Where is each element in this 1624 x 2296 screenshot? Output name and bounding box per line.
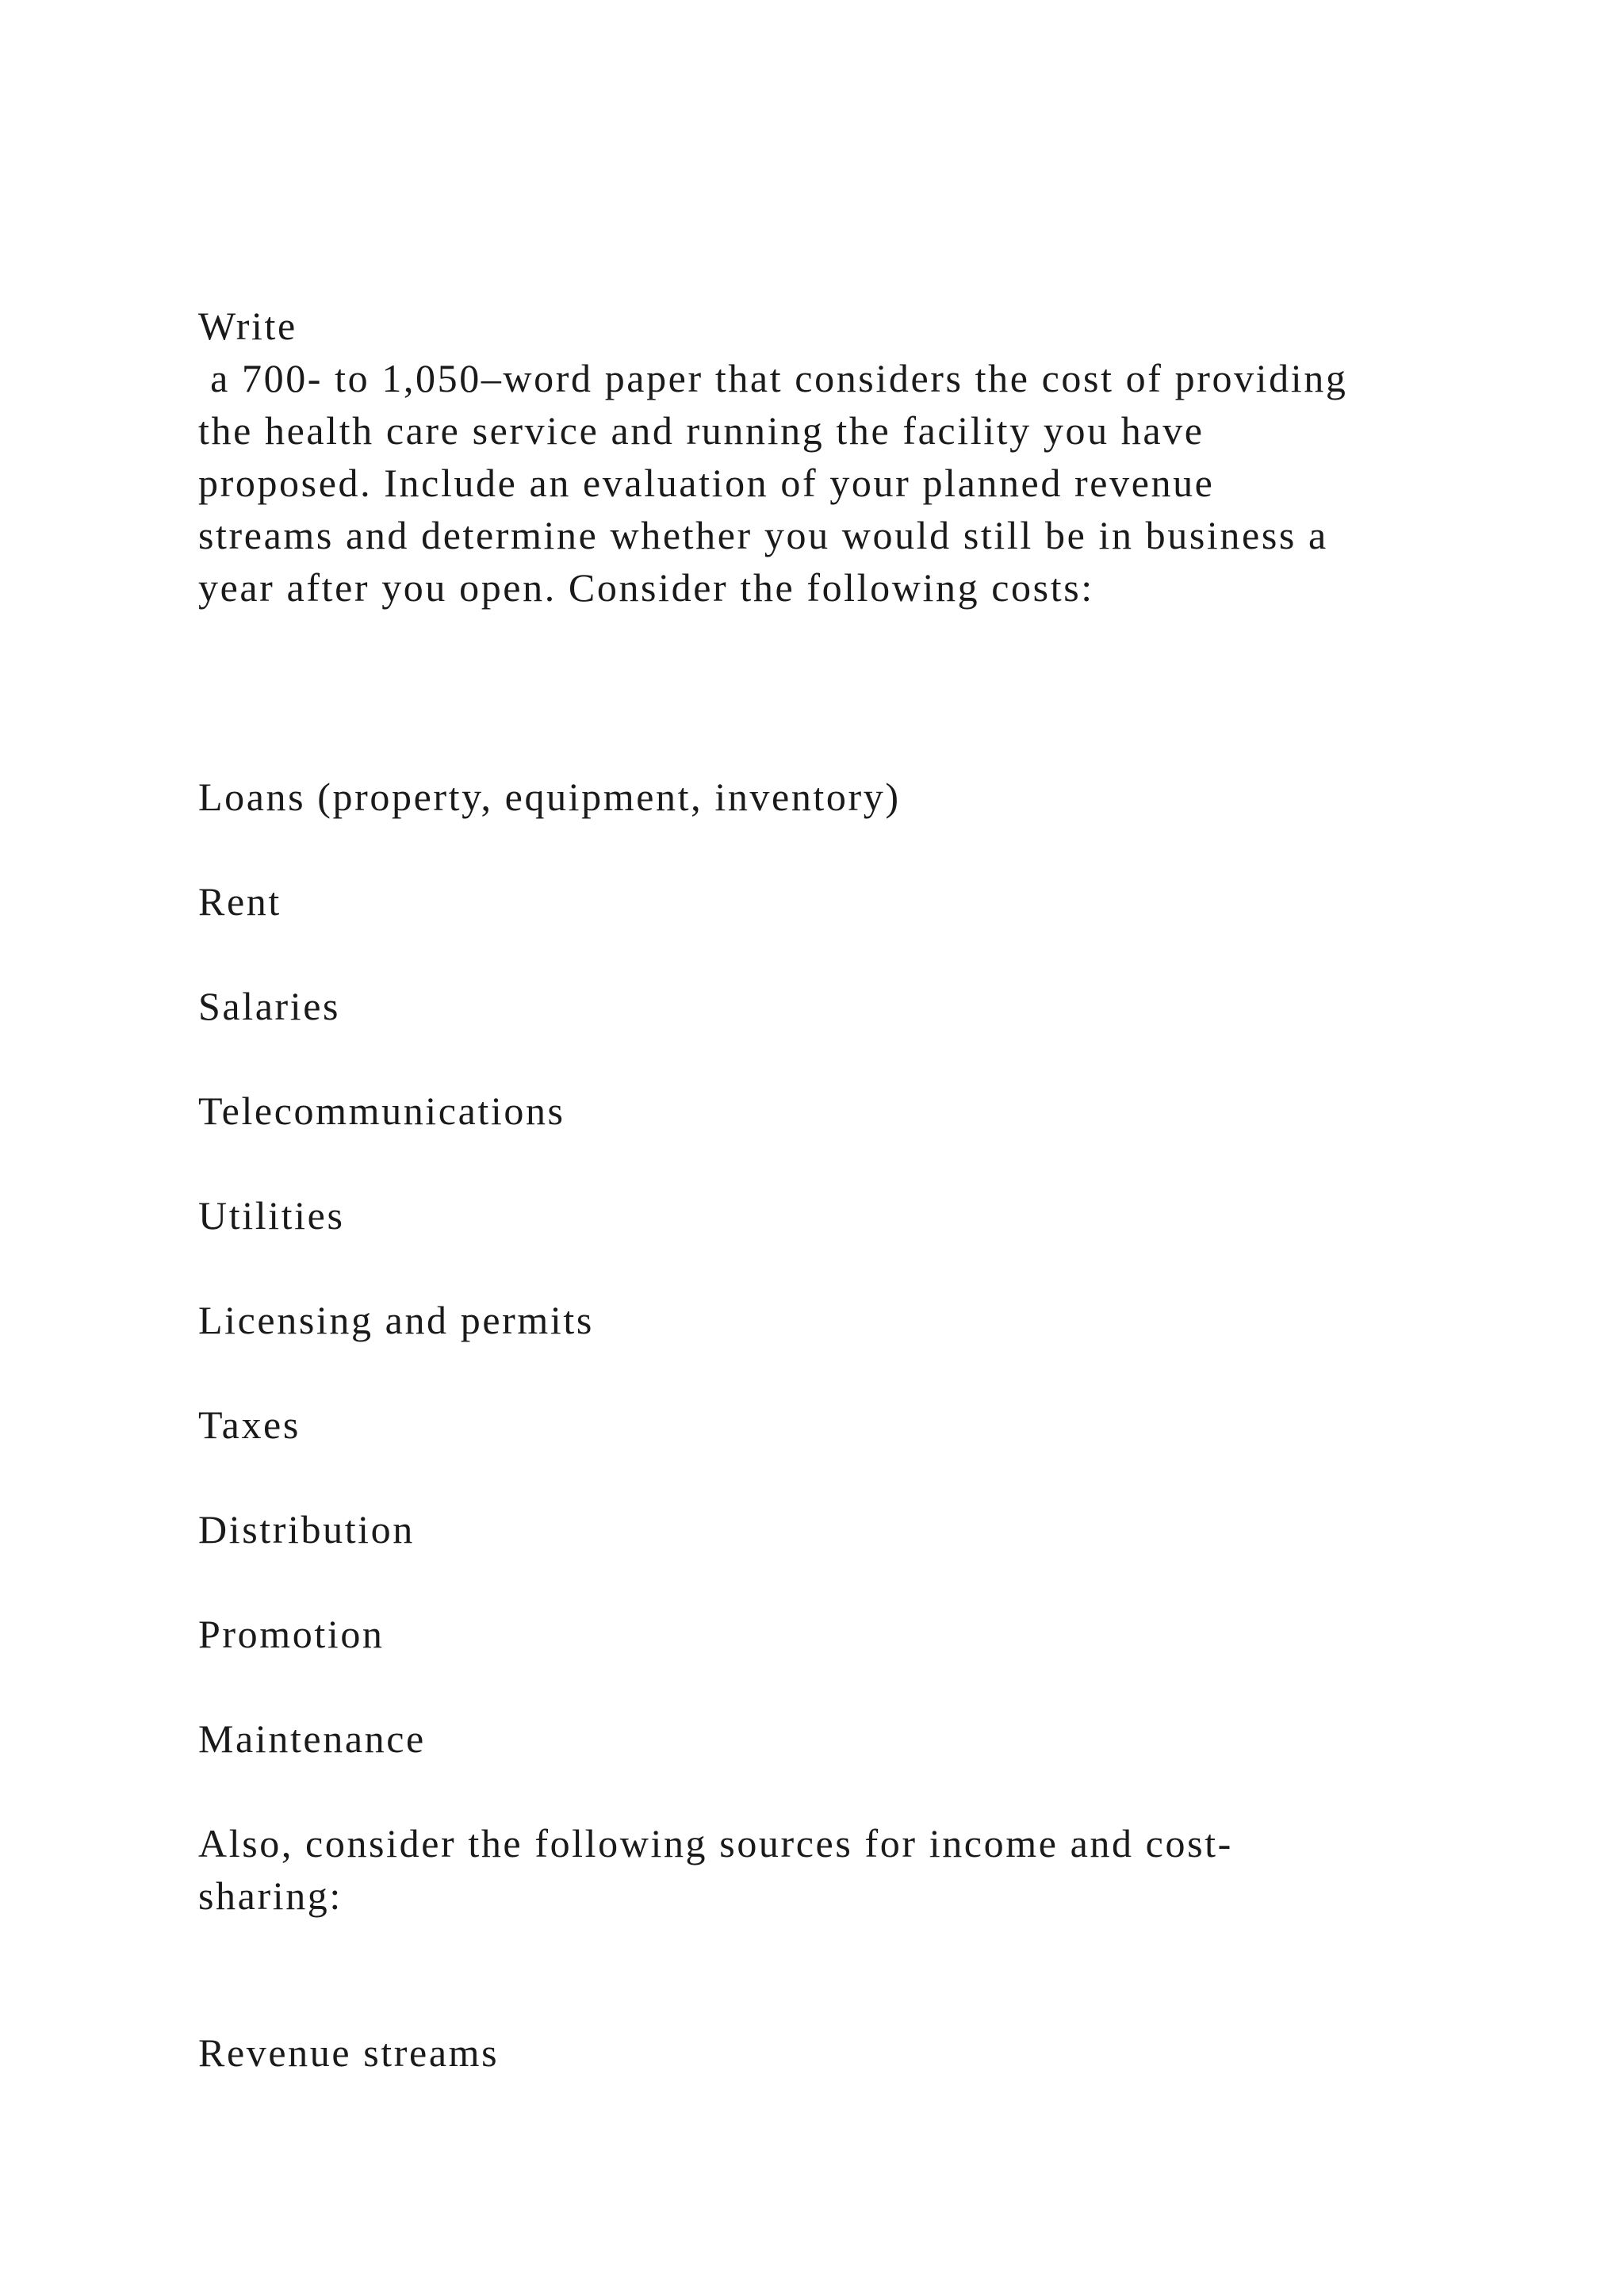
cost-item: Taxes bbox=[198, 1402, 301, 1447]
income-intro-line: sharing: bbox=[198, 1873, 343, 1918]
income-source-item: Revenue streams bbox=[198, 2030, 500, 2075]
cost-item: Rent bbox=[198, 879, 282, 924]
cost-item: Telecommunications bbox=[198, 1089, 565, 1133]
cost-item: Salaries bbox=[198, 984, 341, 1028]
intro-line: a 700- to 1,050–word paper that considers the cost of providing bbox=[198, 356, 1348, 400]
intro-line: Write bbox=[198, 304, 297, 348]
cost-item: Distribution bbox=[198, 1507, 415, 1552]
cost-item: Maintenance bbox=[198, 1716, 426, 1761]
cost-item: Loans (property, equipment, inventory) bbox=[198, 775, 901, 819]
intro-line: the health care service and running the facility you have bbox=[198, 408, 1205, 453]
cost-item: Promotion bbox=[198, 1612, 385, 1656]
intro-line: proposed. Include an evaluation of your planned revenue bbox=[198, 461, 1215, 505]
cost-item: Licensing and permits bbox=[198, 1298, 594, 1342]
cost-item: Utilities bbox=[198, 1193, 345, 1238]
income-intro-line: Also, consider the following sources for income and cost- bbox=[198, 1821, 1233, 1866]
intro-line: year after you open. Consider the following costs: bbox=[198, 565, 1094, 610]
intro-line: streams and determine whether you would still be in business a bbox=[198, 513, 1328, 557]
